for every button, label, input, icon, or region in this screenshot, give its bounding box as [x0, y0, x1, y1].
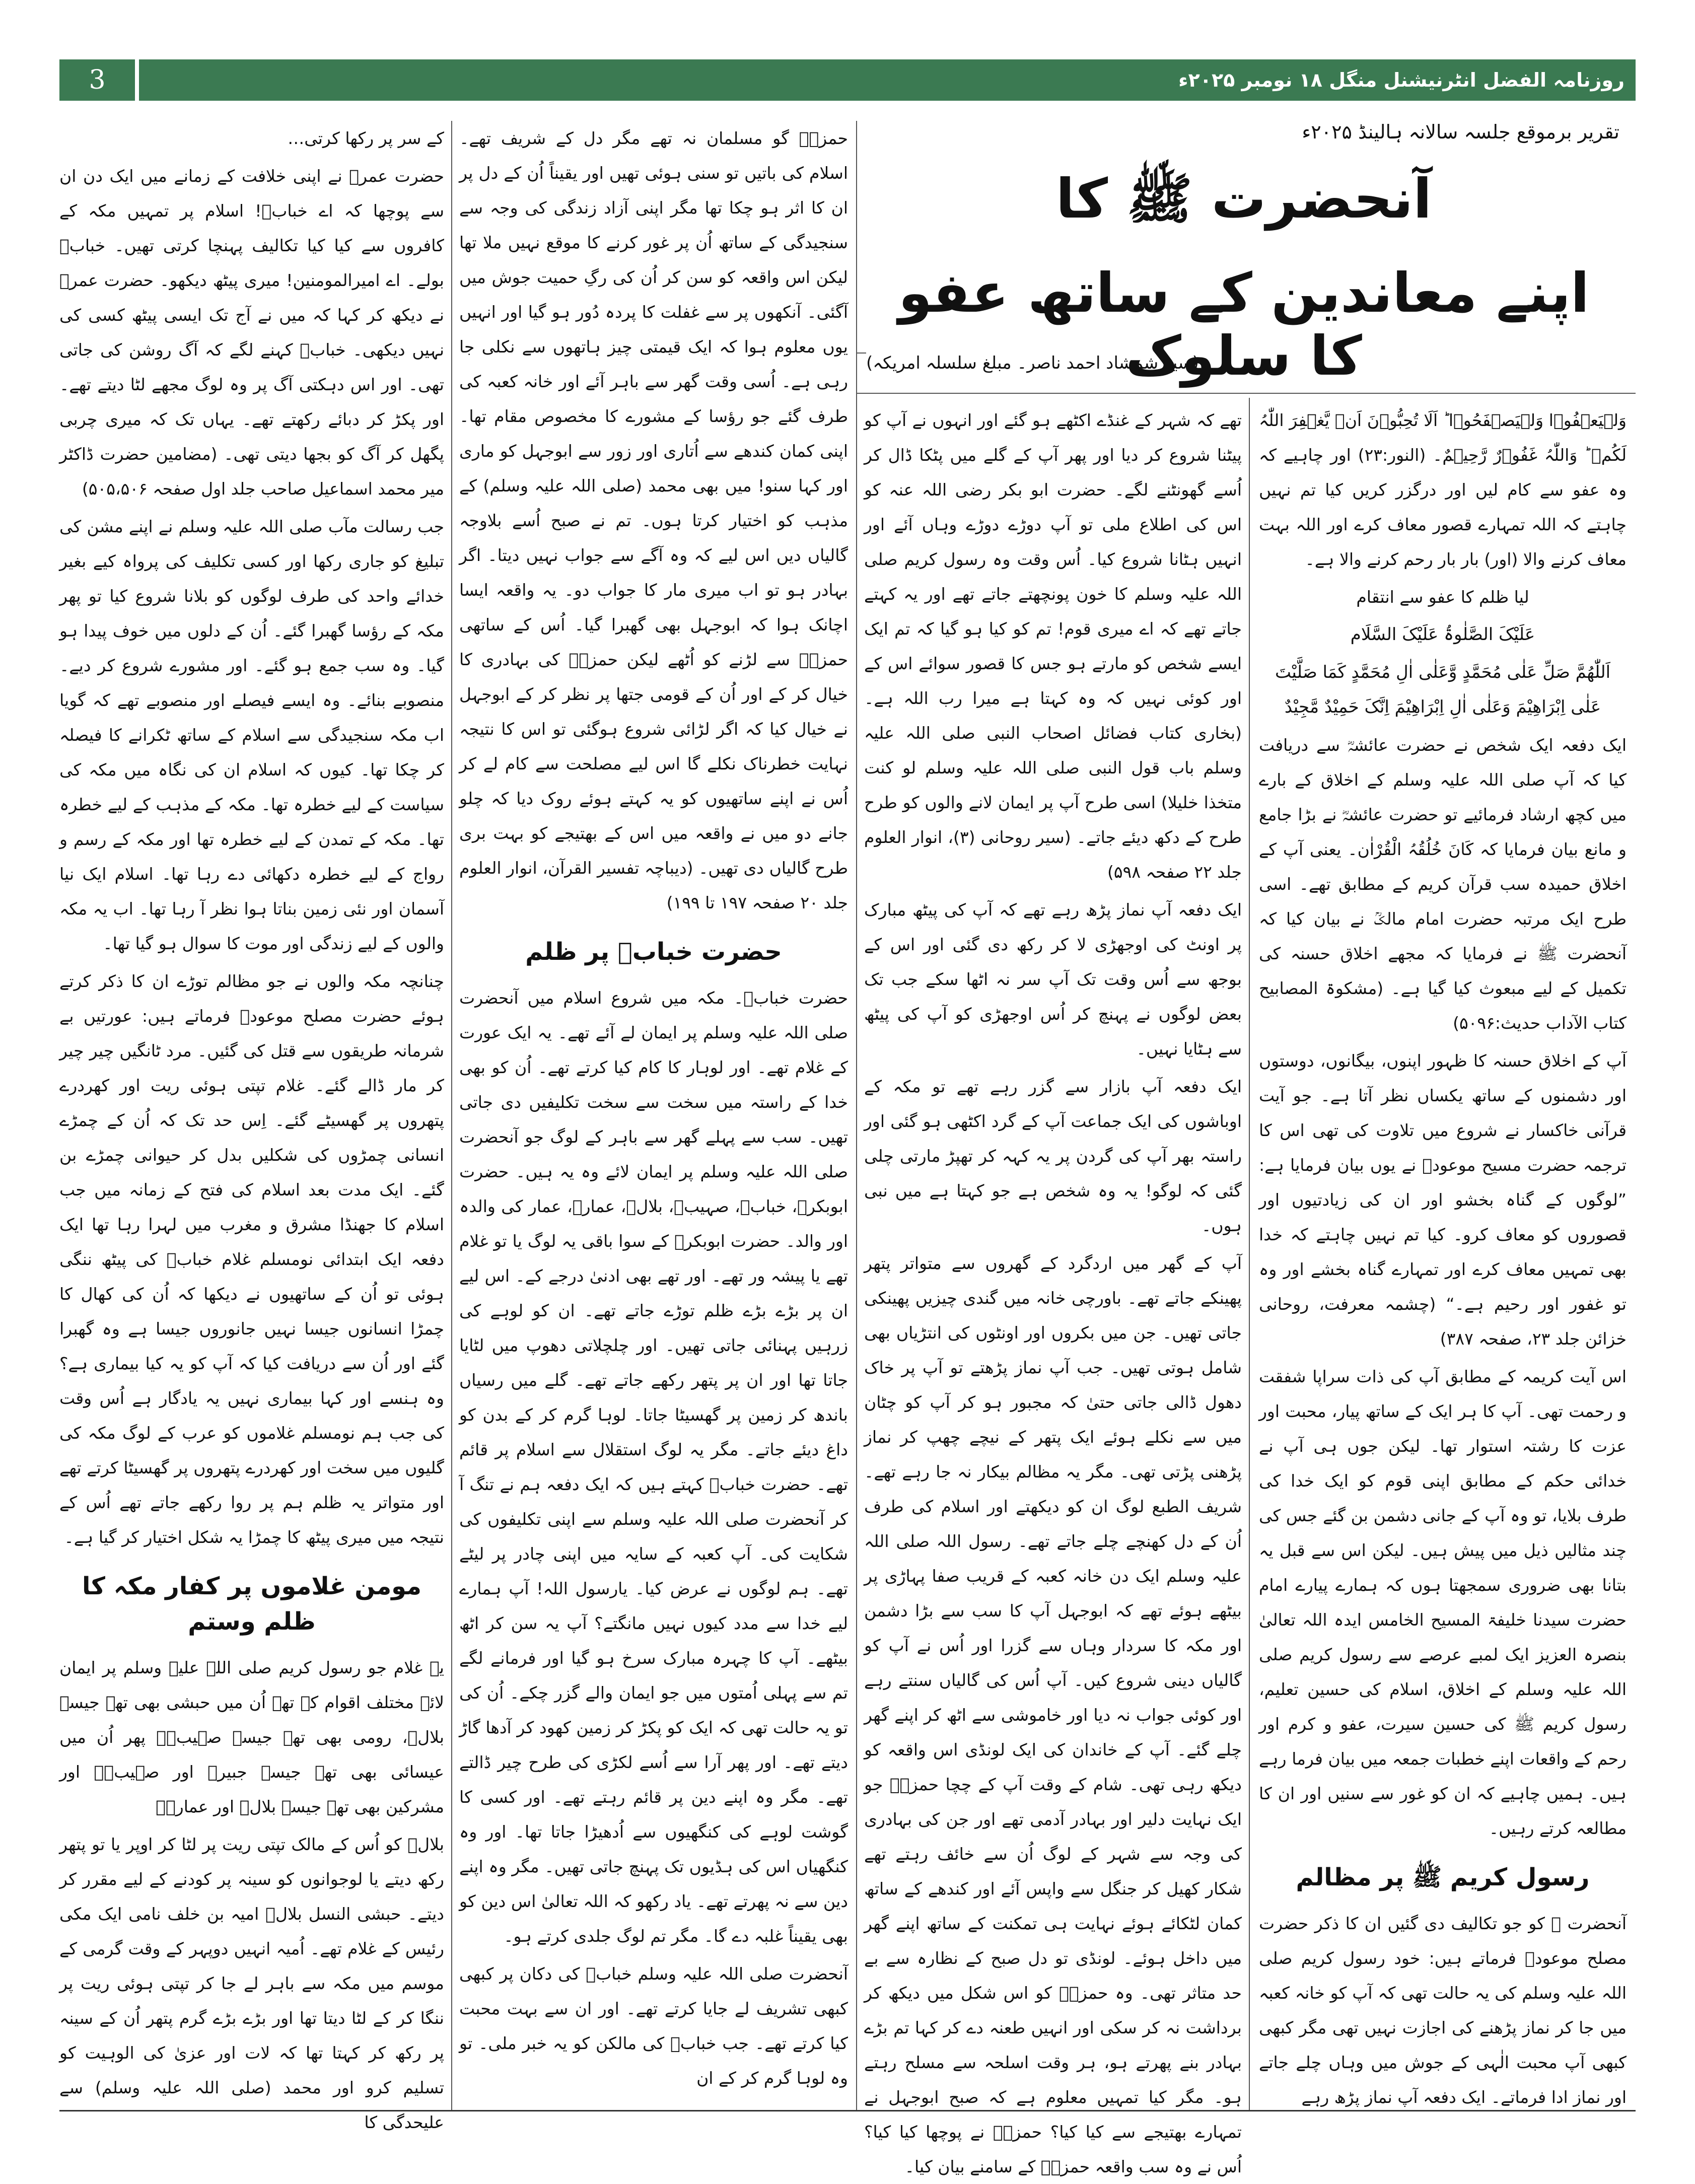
paragraph: حضرت عمرؓ نے اپنی خلافت کے زمانے میں ایک دن ان سے پوچھا کہ اے خبابؓ! اسلام پر تمہیں مکہ کے کافروں سے کیا کیا تکالیف پہنچا کرتی تھیں۔ خبابؓ بولے۔ اے امیرالمومنین! میری پیٹھ دیکھو۔ حضرت عمرؓ نے دیکھ کر کہا کہ میں نے آج تک ایسی پیٹھ کسی کی نہیں دیکھی۔ خبابؓ کہنے لگے کہ آگ روشن کی جاتی تھی۔ اور اس دہکتی آگ پر وہ لوگ مجھے لٹا دیتے تھے۔ اور پکڑ کر دبائے رکھتے تھے۔ یہاں تک کہ میری چربی پگھل کر آگ کو بجھا دیتی تھی۔ (مضامین حضرت ڈاکٹر میر محمد اسماعیل صاحب جلد اول صفحہ ۵۰۵،۵۰۶) — [59, 166, 444, 499]
pre-title: تقریر برموقع جلسہ سالانہ ہالینڈ ۲۰۲۵ء — [1302, 121, 1619, 143]
section-heading: حضرت خبابؓ پر ظلم — [525, 938, 782, 966]
paragraph: چنانچہ مکہ والوں نے جو مظالم توڑے ان کا ذکر کرتے ہوئے حضرت مصلح موعودؓ فرماتے ہیں: عورتیں بے شرمانہ طریقوں سے قتل کی گئیں۔ مرد ٹانگیں چیر چیر کر مار ڈالے گئے۔ غلام تپتی ہوئی ریت اور کھردرے پتھروں پر گھسیٹے گئے۔ اِس حد تک کہ اُن کے چمڑے انسانی چمڑوں کی شکلیں بدل کر حیوانی چمڑے بن گئے۔ ایک مدت بعد اسلام کی فتح کے زمانہ میں جب اسلام کا جھنڈا مشرق و مغرب میں لہرا رہا تھا ایک دفعہ ایک ابتدائی نومسلم غلام خبابؓ کی پیٹھ ننگی ہوئی تو اُن کے ساتھیوں نے دیکھا کہ اُن کی کھال کا چمڑا انسانوں جیسا نہیں جانوروں جیسا ہے وہ گھبرا گئے اور اُن سے دریافت کیا کہ آپ کو یہ کیا بیماری ہے؟ وہ ہنسے اور کہا بیماری نہیں یہ یادگار ہے اُس وقت کی جب ہم نومسلم غلاموں کو عرب کے لوگ مکہ کی گلیوں میں سخت اور کھردرے پتھروں پر گھسیٹا کرتے تھے اور متواتر یہ ظلم ہم پر روا رکھے جاتے تھے اُس کے نتیجہ میں میری پیٹھ کا چمڑا یہ شکل اختیار کر گیا ہے۔ — [59, 971, 444, 1547]
page-number: 3 — [59, 59, 139, 101]
paragraph: بلالؓ کو اُس کے مالک تپتی ریت پر لٹا کر اوپر یا تو پتھر رکھ دیتے یا لوجوانوں کو سینہ پر کودنے کے لیے مقرر کر دیتے۔ حبشی النسل بلالؓ امیہ بن خلف نامی ایک مکی رئیس کے غلام تھے۔ اُمیہ انہیں دوپہر کے وقت گرمی کے موسم میں مکہ سے باہر لے جا کر تپتی ہوئی ریت پر ننگا کر کے لٹا دیتا تھا اور بڑے بڑے گرم پتھر اُن کے سینہ پر رکھ کر کہتا تھا کہ لات اور عزیٰ کی الوہیت کو تسلیم کرو اور محمد (صلی اللہ علیہ وسلم) سے علیحدگی کا — [59, 1835, 444, 2132]
author-rule — [856, 353, 866, 354]
article-title-line2: اپنے معاندین کے ساتھ عفو کا سلوک — [898, 262, 1590, 388]
verse: اَللّٰھُمَّ صَلِّ عَلٰی مُحَمَّدٍ وَّعَلٰی اٰلِ مُحَمَّدٍ کَمَا صَلَّیْتَ عَلٰی اِبْرَاھِیْمَ وَعَلٰی اٰلِ اِبْرَاھِیْمَ اِنَّکَ حَمِیْدٌ مَّجِیْدٌ — [1275, 662, 1611, 717]
column-rule-2 — [856, 121, 857, 2110]
verse-heading: لیا ظلم کا عفو سے انتقام — [1356, 587, 1529, 607]
section-heading: مومن غلاموں پر کفار مکہ کا ظلم وستم — [82, 1572, 421, 1636]
paragraph: اس آیت کریمہ کے مطابق آپ کی ذات سراپا شفقت و رحمت تھی۔ آپ کا ہر ایک کے ساتھ پیار، محبت اور عزت کا رشتہ استوار تھا۔ لیکن جوں ہی آپ نے خدائی حکم کے مطابق اپنی قوم کو ایک خدا کی طرف بلایا، تو وہ آپ کے جانی دشمن بن گئے جس کی چند مثالیں ذیل میں پیش ہیں۔ لیکن اس سے قبل یہ بتانا بھی ضروری سمجھتا ہوں کہ ہمارے پیارے امام حضرت سیدنا خلیفۃ المسیح الخامس ایدہ اللہ تعالیٰ بنصرہ العزیز ایک لمبے عرصے سے رسول کریم صلی اللہ علیہ وسلم کے اخلاق، اسلام کی حسین تعلیم، رسول کریم ﷺ کی حسین سیرت، عفو و کرم اور رحم کے واقعات اپنے خطبات جمعہ میں بیان فرما رہے ہیں۔ ہمیں چاہیے کہ ان کو غور سے سنیں اور ان کا مطالعہ کرتے رہیں۔ — [1259, 1367, 1627, 1838]
column-4 — [59, 121, 444, 2132]
paragraph: آنحضرت صلی اللہ علیہ وسلم خبابؓ کی دکان پر کبھی کبھی تشریف لے جایا کرتے تھے۔ اور ان سے بہت محبت کیا کرتے تھے۔ جب خبابؓ کی مالکن کو یہ خبر ملی۔ تو وہ لوہا گرم کر کے ان — [459, 1964, 848, 2088]
column-rule-1 — [1249, 398, 1250, 2110]
paragraph: حضرت خبابؓ۔ مکہ میں شروع اسلام میں آنحضرت صلی اللہ علیہ وسلم پر ایمان لے آئے تھے۔ یہ ایک عورت کے غلام تھے۔ اور لوہار کا کام کیا کرتے تھے۔ اُن کو بھی خدا کے راستہ میں سخت سے سخت تکلیفیں دی جاتی تھیں۔ سب سے پہلے گھر سے باہر کے لوگ جو آنحضرت صلی اللہ علیہ وسلم پر ایمان لائے وہ یہ ہیں۔ حضرت ابوبکرؓ، خبابؓ، صہیبؓ، بلالؓ، عمارؓ، عمار کی والدہ اور والد۔ حضرت ابوبکرؓ کے سوا باقی یہ لوگ یا تو غلام تھے یا پیشہ ور تھے۔ اور تھے بھی ادنیٰ درجے کے۔ اس لیے ان پر بڑے بڑے ظلم توڑے جاتے تھے۔ ان کو لوہے کی زرہیں پہنائی جاتی تھیں۔ اور چلچلاتی دھوپ میں لٹایا جاتا تھا اور ان پر پتھر رکھے جاتے تھے۔ گلے میں رسیاں باندھ کر زمین پر گھسیٹا جاتا۔ لوہا گرم کر کے بدن کو داغ دیئے جاتے۔ مگر یہ لوگ استقلال سے اسلام پر قائم تھے۔ حضرت خبابؓ کہتے ہیں کہ ایک دفعہ ہم نے تنگ آ کر آنحضرت صلی اللہ علیہ وسلم سے اپنی تکلیفوں کی شکایت کی۔ آپ کعبہ کے سایہ میں اپنی چادر پر لیٹے تھے۔ ہم لوگوں نے عرض کیا۔ یارسول اللہ! آپ ہمارے لیے خدا سے مدد کیوں نہیں مانگتے؟ آپ یہ سن کر اٹھ بیٹھے۔ آپ کا چہرہ مبارک سرخ ہو گیا اور فرمانے لگے تم سے پہلی اُمتوں میں جو ایمان والے گزر چکے۔ اُن کی تو یہ حالت تھی کہ ایک کو پکڑ کر زمین کھود کر آدھا گاڑ دیتے تھے۔ اور پھر آرا سے اُسے لکڑی کی طرح چیر ڈالتے تھے۔ مگر وہ اپنے دین پر قائم رہتے تھے۔ اور کسی کا گوشت لوہے کی کنگھیوں سے اُدھیڑا جاتا تھا۔ اور وہ کنگھیاں اس کی ہڈیوں تک پہنچ جاتی تھیں۔ مگر وہ اپنے دین سے نہ پھرتے تھے۔ یاد رکھو کہ اللہ تعالیٰ اس دین کو بھی یقیناً غلبہ دے گا۔ مگر تم لوگ جلدی کرتے ہو۔ — [459, 988, 848, 1946]
section-heading: رسول کریم ﷺ پر مظالم — [1296, 1863, 1590, 1891]
column-2 — [864, 403, 1242, 2176]
paragraph: جب رسالت مآب صلی اللہ علیہ وسلم نے اپنے مشن کی تبلیغ کو جاری رکھا اور کسی تکلیف کی پرواہ کیے بغیر خدائے واحد کی طرف لوگوں کو بلانا شروع کیا تو پھر مکہ کے رؤسا گھبرا گئے۔ اُن کے دلوں میں خوف پیدا ہو گیا۔ وہ سب جمع ہو گئے۔ اور مشورے شروع کر دیے۔ منصوبے بنائے۔ وہ ایسے فیصلے اور منصوبے تھے کہ گویا اب مکہ سنجیدگی سے اسلام کے ساتھ ٹکرانے کا فیصلہ کر چکا تھا۔ کیوں کہ اسلام ان کی نگاہ میں مکہ کی سیاست کے لیے خطرہ تھا۔ مکہ کے مذہب کے لیے خطرہ تھا۔ مکہ کے تمدن کے لیے خطرہ تھا اور مکہ کے رسم و رواج کے لیے خطرہ دکھائی دے رہا تھا۔ اسلام ایک نیا آسمان اور نئی زمین بناتا ہوا نظر آ رہا تھا۔ اب یہ مکہ والوں کے لیے زندگی اور موت کا سوال ہو گیا تھا۔ — [59, 517, 444, 953]
paragraph: ایک دفعہ ایک شخص نے حضرت عائشہؓ سے دریافت کیا کہ آپ صلی اللہ علیہ وسلم کے اخلاق کے بارے میں کچھ ارشاد فرمائیے تو حضرت عائشہؓ نے بڑا جامع و مانع بیان فرمایا کہ کَانَ خُلُقُہُ الْقُرْاٰن۔ یعنی آپ کے اخلاق حمیدہ سب قرآن کریم کے مطابق تھے۔ اسی طرح ایک مرتبہ حضرت امام مالکؒ نے بیان کیا کہ آنحضرت ﷺ نے فرمایا کہ مجھے اخلاق حسنہ کی تکمیل کے لیے مبعوث کیا گیا ہے۔ (مشکوۃ المصابیح کتاب الآداب حدیث:۵۰۹۶) — [1259, 735, 1627, 1033]
paragraph: ایک دفعہ آپ بازار سے گزر رہے تھے تو مکہ کے اوباشوں کی ایک جماعت آپ کے گرد اکٹھی ہو گئی اور راستہ بھر آپ کی گردن پر یہ کہہ کر تھپڑ مارتی چلی گئی کہ لوگو! یہ وہ شخص ہے جو کہتا ہے میں نبی ہوں۔ — [864, 1077, 1242, 1235]
column-1 — [1259, 403, 1627, 2105]
paragraph: تھے کہ شہر کے غنڈے اکٹھے ہو گئے اور انہوں نے آپ کو پیٹنا شروع کر دیا اور پھر آپ کے گلے میں پٹکا ڈال کر اُسے گھونٹنے لگے۔ حضرت ابو بکر رضی اللہ عنہ کو اس کی اطلاع ملی تو آپ دوڑے دوڑے وہاں آئے اور انہیں ہٹانا شروع کیا۔ اُس وقت وہ رسول کریم صلی اللہ علیہ وسلم کا خون پونچھتے جاتے تھے اور یہ کہتے جاتے تھے کہ اے میری قوم! تم کو کیا ہو گیا کہ تم ایک ایسے شخص کو مارتے ہو جس کا قصور سوائے اس کے اور کوئی نہیں کہ وہ کہتا ہے میرا رب اللہ ہے۔ (بخاری کتاب فضائل اصحاب النبی صلی اللہ علیہ وسلم باب قول النبی صلی اللہ علیہ وسلم لو کنت متخذا خلیلا) اسی طرح آپ پر ایمان لانے والوں کو طرح طرح کے دکھ دیئے جاتے۔ (سیر روحانی (۳)، انوار العلوم جلد ۲۲ صفحہ ۵۹۸) — [864, 410, 1242, 882]
paragraph: حمزہؓ گو مسلمان نہ تھے مگر دل کے شریف تھے۔ اسلام کی باتیں تو سنی ہوئی تھیں اور یقیناً اُن کے دل پر ان کا اثر ہو چکا تھا مگر اپنی آزاد زندگی کی وجہ سے سنجیدگی کے ساتھ اُن پر غور کرنے کا موقع نہیں ملا تھا لیکن اس واقعہ کو سن کر اُن کی رگِ حمیت جوش میں آگئی۔ آنکھوں پر سے غفلت کا پردہ دُور ہو گیا اور انہیں یوں معلوم ہوا کہ ایک قیمتی چیز ہاتھوں سے نکلی جا رہی ہے۔ اُسی وقت گھر سے باہر آئے اور خانہ کعبہ کی طرف گئے جو رؤسا کے مشورے کا مخصوص مقام تھا۔ اپنی کمان کندھے سے اُتاری اور زور سے ابوجہل کو ماری اور کہا سنو! میں بھی محمد (صلی اللہ علیہ وسلم) کے مذہب کو اختیار کرتا ہوں۔ تم نے صبح اُسے بلاوجہ گالیاں دیں اس لیے کہ وہ آگے سے جواب نہیں دیتا۔ اگر بہادر ہو تو اب میری مار کا جواب دو۔ یہ واقعہ ایسا اچانک ہوا کہ ابوجہل بھی گھبرا گیا۔ اُس کے ساتھی حمزہؓ سے لڑنے کو اُٹھے لیکن حمزہؓ کی بہادری کا خیال کر کے اور اُن کے قومی جتھا پر نظر کر کے ابوجہل نے خیال کیا کہ اگر لڑائی شروع ہوگئی تو اس کا نتیجہ نہایت خطرناک نکلے گا اس لیے مصلحت سے کام لے کر اُس نے اپنے ساتھیوں کو یہ کہتے ہوئے روک دیا کہ چلو جانے دو میں نے واقعہ میں اس کے بھتیجے کو بہت بری طرح گالیاں دی تھیں۔ (دیباچہ تفسیر القرآن، انوار العلوم جلد ۲۰ صفحہ ۱۹۷ تا ۱۹۹) — [459, 128, 848, 912]
paragraph: آپ کے گھر میں اردگرد کے گھروں سے متواتر پتھر پھینکے جاتے تھے۔ باورچی خانہ میں گندی چیزیں پھینکی جاتی تھیں۔ جن میں بکروں اور اونٹوں کی انتڑیاں بھی شامل ہوتی تھیں۔ جب آپ نماز پڑھتے تو آپ پر خاک دھول ڈالی جاتی حتیٰ کہ مجبور ہو کر آپ کو چٹان میں سے نکلے ہوئے ایک پتھر کے نیچے چھپ کر نماز پڑھنی پڑتی تھی۔ مگر یہ مظالم بیکار نہ جا رہے تھے۔ شریف الطبع لوگ ان کو دیکھتے اور اسلام کی طرف اُن کے دل کھنچے چلے جاتے تھے۔ رسول اللہ صلی اللہ علیہ وسلم ایک دن خانہ کعبہ کے قریب صفا پہاڑی پر بیٹھے ہوئے تھے کہ ابوجہل آپ کا سب سے بڑا دشمن اور مکہ کا سردار وہاں سے گزرا اور اُس نے آپ کو گالیاں دینی شروع کیں۔ آپ اُس کی گالیاں سنتے رہے اور کوئی جواب نہ دیا اور خاموشی سے اٹھ کر اپنے گھر چلے گئے۔ آپ کے خاندان کی ایک لونڈی اس واقعہ کو دیکھ رہی تھی۔ شام کے وقت آپ کے چچا حمزہؓ جو ایک نہایت دلیر اور بہادر آدمی تھے اور جن کی بہادری کی وجہ سے شہر کے لوگ اُن سے خائف رہتے تھے شکار کھیل کر جنگل سے واپس آئے اور کندھے کے ساتھ کمان لٹکائے ہوئے نہایت ہی تمکنت کے ساتھ اپنے گھر میں داخل ہوئے۔ لونڈی تو دل صبح کے نظارہ سے بے حد متاثر تھی۔ وہ حمزہؓ کو اس شکل میں دیکھ کر برداشت نہ کر سکی اور انہیں طعنہ دے کر کہا تم بڑے بہادر بنے پھرتے ہو، ہر وقت اسلحہ سے مسلح رہتے ہو۔ مگر کیا تمہیں معلوم ہے کہ صبح ابوجہل نے تمہارے بھتیجے سے کیا کیا؟ حمزہؓ نے پوچھا کیا کیا؟ اُس نے وہ سب واقعہ حمزہؓ کے سامنے بیان کیا۔ — [864, 1253, 1242, 2176]
paragraph: ایک دفعہ آپ نماز پڑھ رہے تھے کہ آپ کی پیٹھ مبارک پر اونٹ کی اوجھڑی لا کر رکھ دی گئی اور اس کے بوجھ سے اُس وقت تک آپ سر نہ اٹھا سکے جب تک بعض لوگوں نے پہنچ کر اُس اوجھڑی کو آپ کی پیٹھ سے ہٹایا نہیں۔ — [864, 900, 1242, 1059]
column-3 — [459, 121, 848, 2105]
masthead: روزنامہ الفضل انٹرنیشنل منگل ۱۸ نومبر ۲۰۲۵ء — [1178, 69, 1625, 91]
paragraph: کے سر پر رکھا کرتی… — [288, 128, 444, 148]
verse: عَلَیْکَ الصَّلٰوۃُ عَلَیْکَ السَّلَام — [1350, 624, 1535, 645]
paragraph: وَلۡیَعۡفُوۡا وَلۡیَصۡفَحُوۡا ؕ اَلَا تُحِبُّوۡنَ اَنۡ یَّغۡفِرَ اللّٰہُ لَکُمۡ ؕ وَاللّٰہُ غَفُوۡرٌ رَّحِیۡمٌ۔ (النور:۲۳) اور چاہیے کہ وہ عفو سے کام لیں اور درگزر کریں کیا تم نہیں چاہتے کہ اللہ تمہارے قصور معاف کرے اور اللہ بہت معاف کرنے والا (اور) بار بار رحم کرنے والا ہے۔ — [1259, 410, 1627, 569]
column-rule-3 — [451, 121, 452, 2110]
paragraph: آنحضرت ﷺ کو جو تکالیف دی گئیں ان کا ذکر حضرت مصلح موعودؓ فرماتے ہیں: خود رسول کریم صلی اللہ علیہ وسلم کی یہ حالت تھی کہ آپ کو خانہ کعبہ میں جا کر نماز پڑھنے کی اجازت نہیں تھی مگر کبھی کبھی آپ محبت الٰہی کے جوش میں وہاں چلے جاتے اور نماز ادا فرماتے۔ ایک دفعہ آپ نماز پڑھ رہے — [1259, 1914, 1627, 2107]
footer-rule — [59, 2110, 1636, 2111]
title-rule — [856, 393, 1636, 394]
article-title-line1: آنحضرت ﷺ کا — [1055, 168, 1432, 231]
paragraph: آپ کے اخلاق حسنہ کا ظہور اپنوں، بیگانوں، دوستوں اور دشمنوں کے ساتھ یکساں نظر آتا ہے۔ جو آیت قرآنی خاکسار نے شروع میں تلاوت کی تھی اس کا ترجمہ حضرت مسیح موعودؑ نے یوں بیان فرمایا ہے: ”لوگوں کے گناہ بخشو اور ان کی زیادتیوں اور قصوروں کو معاف کرو۔ کیا تم نہیں چاہتے کہ خدا بھی تمہیں معاف کرے اور تمہارے گناہ بخشے اور وہ تو غفور اور رحیم ہے۔“ (چشمہ معرفت، روحانی خزائن جلد ۲۳، صفحہ ۳۸۷) — [1259, 1051, 1627, 1349]
article-author: (سید شمشاد احمد ناصر۔ مبلغ سلسلہ امریکہ) — [866, 353, 1199, 373]
paragraph: یہ غلام جو رسول کریم صلی اللہ علیہ وسلم پر ایمان لائے مختلف اقوام کے تھے اُن میں حبشی بھی تھے جیسے بلالؓ، رومی بھی تھے جیسے صہیبؓ۔ پھر اُن میں عیسائی بھی تھے جیسے جبیرؓ اور صہیبؓ۔ اور مشرکین بھی تھے جیسے بلالؓ اور عمارؓ۔ — [59, 1658, 444, 1816]
